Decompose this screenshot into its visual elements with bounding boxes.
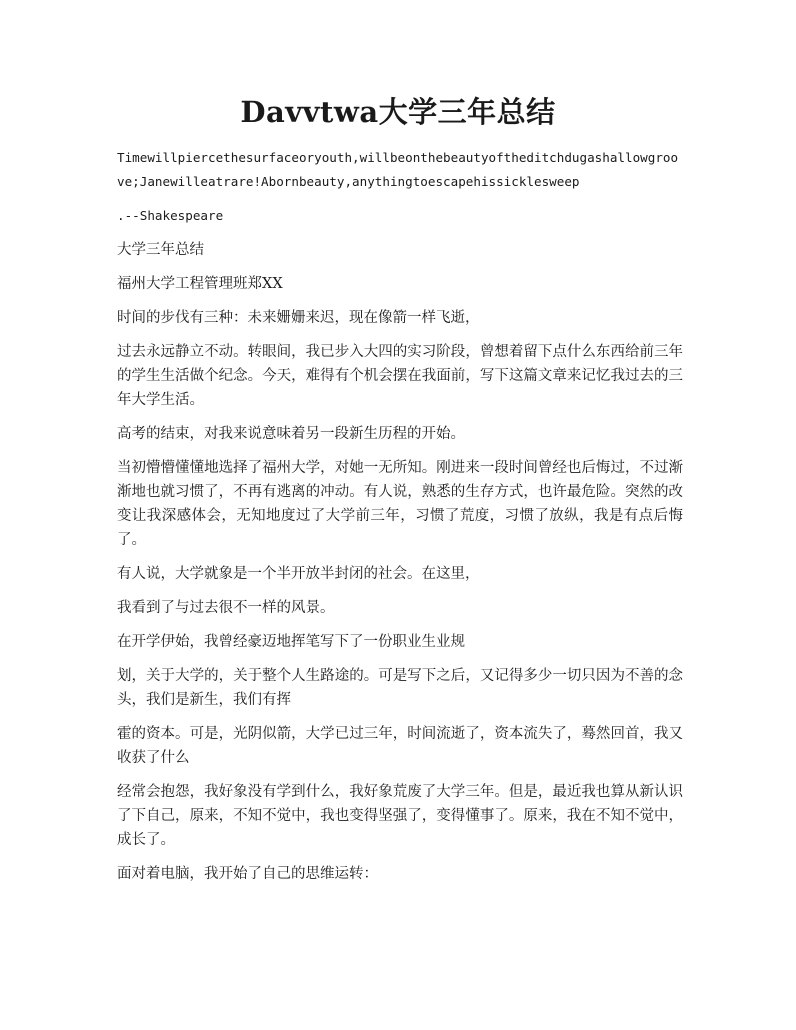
subtitle-paragraph: 大学三年总结 [117, 242, 204, 258]
body-paragraph: 过去永远静立不动。转眼间，我已步入大四的实习阶段，曾想着留下点什么东西给前三年的学生生活做个纪念。今天，难得有个机会摆在我面前，写下这篇文章来记忆我过去的三年大学生活。 [117, 344, 683, 408]
body-paragraph: 霍的资本。可是，光阴似箭，大学已过三年，时间流逝了，资本流失了，蓦然回首，我又收获了什么 [117, 726, 683, 766]
document-body [117, 146, 683, 896]
body-paragraph: 在开学伊始，我曾经豪迈地挥笔写下了一份职业生业规 [117, 634, 465, 650]
body-paragraph: 我看到了与过去很不一样的风景。 [117, 600, 335, 616]
body-paragraph: 有人说，大学就象是一个半开放半封闭的社会。在这里， [117, 566, 480, 582]
author-line: 福州大学工程管理班郑XX [117, 276, 283, 292]
document-title: Davvtwa大学三年总结 [240, 95, 556, 129]
quote-attribution: .--Shakespeare [117, 208, 224, 223]
body-paragraph: 时间的步伐有三种：未来姗姗来迟，现在像箭一样飞逝， [117, 310, 480, 326]
quote-paragraph: Timewillpiercethesurfaceoryouth,willbeonthebeautyoftheditchdugashallowgroove;Janewilleatrare!Abornbeauty,anythingtoescapehissicklesweep [117, 150, 679, 189]
body-paragraph: 高考的结束，对我来说意味着另一段新生历程的开始。 [117, 426, 465, 442]
body-paragraph: 面对着电脑，我开始了自己的思维运转： [117, 866, 378, 882]
body-paragraph: 经常会抱怨，我好象没有学到什么，我好象荒废了大学三年。但是，最近我也算从新认识了下自己，原来，不知不觉中，我也变得坚强了，变得懂事了。原来，我在不知不觉中，成长了。 [117, 784, 683, 848]
body-paragraph: 当初懵懵懂懂地选择了福州大学，对她一无所知。刚进来一段时间曾经也后悔过，不过渐渐地也就习惯了，不再有逃离的冲动。有人说，熟悉的生存方式，也许最危险。突然的改变让我深感体会，无知地度过了大学前三年，习惯了荒度，习惯了放纵，我是有点后悔了。 [117, 460, 683, 548]
body-paragraph: 划，关于大学的，关于整个人生路途的。可是写下之后，又记得多少一切只因为不善的念头，我们是新生，我们有挥 [117, 668, 683, 708]
